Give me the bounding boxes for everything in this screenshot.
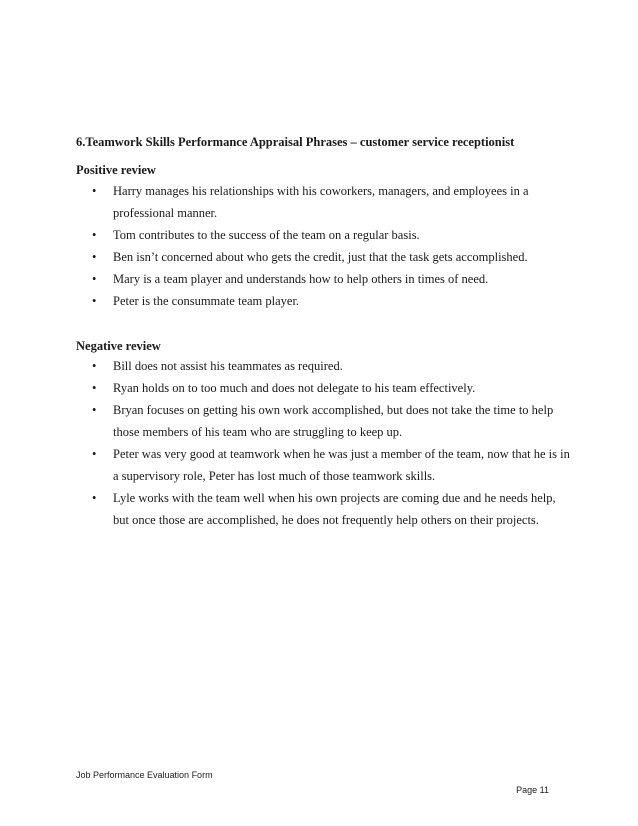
list-item-text: Bryan focuses on getting his own work accomplished, but does not take the time to help those members of his team who are struggling to keep up. (113, 403, 554, 439)
list-item (92, 180, 572, 224)
bullet-icon: • (92, 447, 97, 461)
bullet-icon: • (92, 250, 97, 264)
list-item (92, 487, 572, 531)
bullet-icon: • (92, 184, 97, 198)
list-item (92, 268, 572, 290)
list-item-text: Harry manages his relationships with his coworkers, managers, and employees in a professional manner. (113, 184, 529, 220)
bullet-icon: • (92, 228, 97, 242)
list-item (92, 224, 572, 246)
bullet-icon: • (92, 381, 97, 395)
list-item (92, 355, 572, 377)
negative-review-list (92, 355, 572, 531)
section-heading: 6.Teamwork Skills Performance Appraisal Phrases – customer service receptionist (76, 135, 515, 149)
list-item-text: Ryan holds on to too much and does not delegate to his team effectively. (113, 381, 476, 395)
list-item-text: Tom contributes to the success of the team on a regular basis. (113, 228, 420, 242)
list-item-text: Ben isn’t concerned about who gets the credit, just that the task gets accomplished. (113, 250, 528, 264)
bullet-icon: • (92, 403, 97, 417)
list-item (92, 377, 572, 399)
footer-form-name: Job Performance Evaluation Form (76, 770, 213, 780)
list-item (92, 399, 572, 443)
bullet-icon: • (92, 294, 97, 308)
negative-review-title: Negative review (76, 339, 161, 353)
positive-review-title: Positive review (76, 163, 156, 177)
positive-review-list (92, 180, 572, 312)
list-item-text: Bill does not assist his teammates as required. (113, 359, 343, 373)
list-item-text: Peter is the consummate team player. (113, 294, 300, 308)
list-item (92, 246, 572, 268)
list-item-text: Peter was very good at teamwork when he was just a member of the team, now that he is in a supervisory role, Peter has lost much of those teamwork skills. (113, 447, 570, 483)
footer-page-number: Page 11 (516, 785, 549, 795)
list-item (92, 290, 572, 312)
bullet-icon: • (92, 491, 97, 505)
bullet-icon: • (92, 359, 97, 373)
list-item-text: Mary is a team player and understands how to help others in times of need. (113, 272, 489, 286)
list-item (92, 443, 572, 487)
list-item-text: Lyle works with the team well when his own projects are coming due and he needs help, but once those are accomplished, he does not frequently help others on their projects. (113, 491, 556, 527)
bullet-icon: • (92, 272, 97, 286)
